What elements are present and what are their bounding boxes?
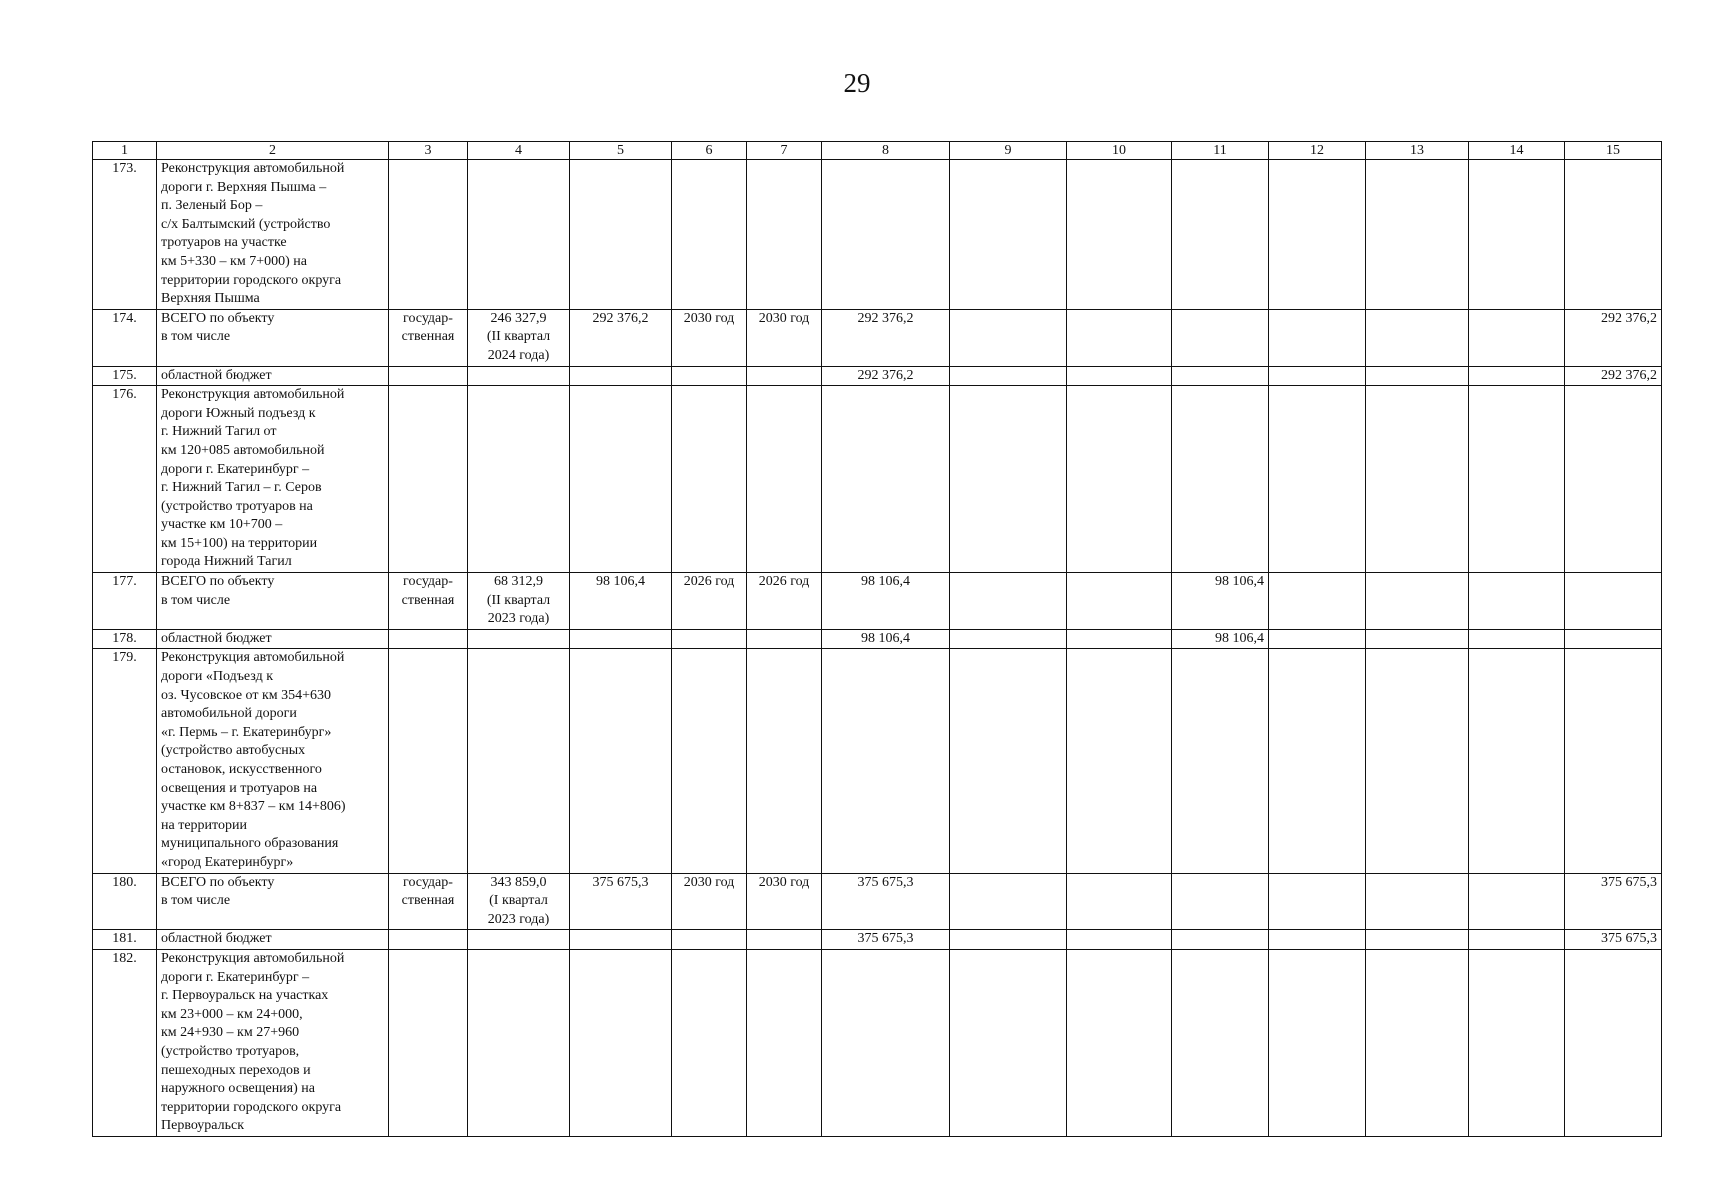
header-row [93, 142, 1662, 160]
total-financing-cell [822, 649, 950, 873]
cell-line: ВСЕГО по объекту [161, 874, 275, 890]
cell-line: 68 312,9 [494, 574, 543, 590]
cell-line: города Нижний Тагил [161, 554, 292, 570]
ownership-cell [389, 649, 468, 873]
col-13-cell [1366, 573, 1469, 630]
end-year-cell: 2026 год [747, 573, 822, 630]
col-10-cell [1067, 949, 1172, 1136]
col-9-cell [950, 649, 1067, 873]
column-header-5: 5 [570, 142, 672, 160]
start-year-cell [672, 649, 747, 873]
table-row [93, 386, 1662, 573]
column-header-13: 13 [1366, 142, 1469, 160]
col-14-cell [1469, 949, 1565, 1136]
estimated-cost-cell [468, 366, 570, 386]
col-15-cell [1565, 160, 1662, 310]
cell-line: г. Нижний Тагил – г. Серов [161, 480, 322, 496]
col-10-cell [1067, 573, 1172, 630]
cell-line: км 23+000 – км 24+000, [161, 1006, 303, 1022]
cell-line: г. Нижний Тагил от [161, 424, 277, 440]
cell-line: Верхняя Пышма [161, 291, 260, 307]
col-13-cell [1366, 873, 1469, 930]
column-header-7: 7 [747, 142, 822, 160]
row-number: 178. [93, 629, 157, 649]
col-9-cell [950, 366, 1067, 386]
cell-line: пешеходных переходов и [161, 1062, 311, 1078]
object-name [157, 930, 389, 950]
total-cost-cell [570, 629, 672, 649]
cell-line: ВСЕГО по объекту [161, 574, 275, 590]
col-10-cell [1067, 930, 1172, 950]
col-9-cell [950, 160, 1067, 310]
col-13-cell [1366, 160, 1469, 310]
end-year-cell [747, 629, 822, 649]
page-number: 29 [843, 68, 871, 98]
end-year-cell [747, 366, 822, 386]
cell-line: «город Екатеринбург» [161, 854, 294, 870]
ownership-cell [389, 309, 468, 366]
col-10-cell [1067, 309, 1172, 366]
total-financing-cell: 375 675,3 [822, 873, 950, 930]
col-12-cell [1269, 873, 1366, 930]
cell-line: областной бюджет [161, 931, 272, 947]
total-cost-cell [570, 649, 672, 873]
col-10-cell [1067, 160, 1172, 310]
col-15-cell [1565, 649, 1662, 873]
column-header-9: 9 [950, 142, 1067, 160]
estimated-cost-cell [468, 160, 570, 310]
col-11-cell [1172, 160, 1269, 310]
object-name [157, 949, 389, 1136]
object-name [157, 366, 389, 386]
total-cost-cell: 292 376,2 [570, 309, 672, 366]
cell-line: км 24+930 – км 27+960 [161, 1025, 300, 1041]
start-year-cell: 2030 год [672, 309, 747, 366]
ownership-cell [389, 873, 468, 930]
start-year-cell: 2030 год [672, 873, 747, 930]
column-header-4: 4 [468, 142, 570, 160]
col-9-cell [950, 573, 1067, 630]
col-9-cell [950, 873, 1067, 930]
column-header-2: 2 [157, 142, 389, 160]
col-10-cell [1067, 649, 1172, 873]
end-year-cell: 2030 год [747, 309, 822, 366]
cell-line: областной бюджет [161, 367, 272, 383]
estimated-cost-cell [468, 930, 570, 950]
total-financing-cell [822, 160, 950, 310]
col-14-cell [1469, 629, 1565, 649]
cell-line: (устройство тротуаров на [161, 498, 313, 514]
table-row [93, 629, 1662, 649]
cell-line: областной бюджет [161, 630, 272, 646]
col-15-cell: 292 376,2 [1565, 309, 1662, 366]
end-year-cell [747, 949, 822, 1136]
estimated-cost-cell [468, 386, 570, 573]
cell-line: автомобильной дороги [161, 706, 297, 722]
ownership-cell [389, 930, 468, 950]
col-9-cell [950, 309, 1067, 366]
budget-table [92, 141, 1662, 1137]
col-14-cell [1469, 930, 1565, 950]
cell-line: км 120+085 автомобильной [161, 442, 325, 458]
col-9-cell [950, 629, 1067, 649]
cell-line: территории городского округа [161, 272, 342, 288]
table-row [93, 873, 1662, 930]
object-name [157, 309, 389, 366]
cell-line: ВСЕГО по объекту [161, 310, 275, 326]
column-header-1: 1 [93, 142, 157, 160]
cell-line: (II квартал [486, 592, 551, 608]
row-number: 181. [93, 930, 157, 950]
cell-line: дороги г. Екатеринбург – [161, 969, 310, 985]
col-12-cell [1269, 386, 1366, 573]
cell-line: оз. Чусовское от км 354+630 [161, 687, 332, 703]
total-financing-cell: 98 106,4 [822, 573, 950, 630]
column-header-12: 12 [1269, 142, 1366, 160]
cell-line: 2023 года) [487, 911, 550, 927]
col-15-cell: 375 675,3 [1565, 930, 1662, 950]
object-name [157, 160, 389, 310]
column-header-11: 11 [1172, 142, 1269, 160]
object-name [157, 386, 389, 573]
total-financing-cell: 292 376,2 [822, 309, 950, 366]
start-year-cell [672, 160, 747, 310]
col-13-cell [1366, 386, 1469, 573]
ownership-cell [389, 386, 468, 573]
ownership-cell [389, 160, 468, 310]
cell-line: км 5+330 – км 7+000) на [161, 253, 307, 269]
ownership-cell [389, 573, 468, 630]
row-number: 180. [93, 873, 157, 930]
col-11-cell [1172, 949, 1269, 1136]
cell-line: (устройство автобусных [161, 743, 306, 759]
total-financing-cell [822, 949, 950, 1136]
start-year-cell [672, 386, 747, 573]
col-15-cell [1565, 386, 1662, 573]
column-header-15: 15 [1565, 142, 1662, 160]
col-14-cell [1469, 366, 1565, 386]
cell-line: (II квартал [486, 329, 551, 345]
total-cost-cell: 375 675,3 [570, 873, 672, 930]
column-header-3: 3 [389, 142, 468, 160]
object-name [157, 873, 389, 930]
estimated-cost-cell [468, 873, 570, 930]
row-number: 173. [93, 160, 157, 310]
col-12-cell [1269, 366, 1366, 386]
cell-line: остановок, искусственного [161, 762, 322, 777]
table-row [93, 949, 1662, 1136]
col-13-cell [1366, 309, 1469, 366]
column-header-8: 8 [822, 142, 950, 160]
cell-line: (устройство тротуаров, [161, 1043, 300, 1059]
cell-line: Первоуральск [161, 1118, 245, 1134]
cell-line: (I квартал [489, 893, 548, 909]
cell-line: освещения и тротуаров на [161, 780, 318, 796]
col-12-cell [1269, 160, 1366, 310]
start-year-cell [672, 629, 747, 649]
col-10-cell [1067, 629, 1172, 649]
object-name [157, 629, 389, 649]
total-cost-cell [570, 386, 672, 573]
row-number: 177. [93, 573, 157, 630]
object-name [157, 573, 389, 630]
col-12-cell [1269, 949, 1366, 1136]
col-11-cell [1172, 309, 1269, 366]
col-13-cell [1366, 949, 1469, 1136]
total-cost-cell [570, 366, 672, 386]
end-year-cell [747, 160, 822, 310]
col-15-cell: 375 675,3 [1565, 873, 1662, 930]
end-year-cell [747, 649, 822, 873]
total-cost-cell: 98 106,4 [570, 573, 672, 630]
total-financing-cell: 292 376,2 [822, 366, 950, 386]
cell-line: ственная [401, 329, 455, 345]
start-year-cell [672, 930, 747, 950]
row-number: 174. [93, 309, 157, 366]
cell-line: ственная [401, 893, 455, 909]
cell-line: дороги «Подъезд к [161, 669, 274, 685]
col-12-cell [1269, 309, 1366, 366]
cell-line: п. Зеленый Бор – [161, 198, 263, 214]
cell-line: Реконструкция автомобильной [161, 161, 345, 176]
col-9-cell [950, 949, 1067, 1136]
cell-line: государ- [403, 874, 453, 890]
object-name [157, 649, 389, 873]
col-15-cell [1565, 573, 1662, 630]
estimated-cost-cell [468, 629, 570, 649]
column-header-10: 10 [1067, 142, 1172, 160]
col-9-cell [950, 386, 1067, 573]
cell-line: муниципального образования [161, 836, 339, 852]
cell-line: тротуаров на участке [161, 235, 287, 251]
cell-line: территории городского округа [161, 1099, 342, 1115]
col-13-cell [1366, 629, 1469, 649]
cell-line: ственная [401, 592, 455, 608]
end-year-cell [747, 386, 822, 573]
cell-line: государ- [403, 310, 453, 326]
ownership-cell [389, 629, 468, 649]
cell-line: 2023 года) [487, 611, 550, 627]
col-10-cell [1067, 873, 1172, 930]
col-13-cell [1366, 649, 1469, 873]
col-13-cell [1366, 366, 1469, 386]
estimated-cost-cell [468, 949, 570, 1136]
cell-line: государ- [403, 574, 453, 590]
total-cost-cell [570, 949, 672, 1136]
cell-line: «г. Пермь – г. Екатеринбург» [161, 724, 332, 740]
cell-line: 2024 года) [487, 347, 550, 363]
col-15-cell [1565, 949, 1662, 1136]
col-11-cell [1172, 930, 1269, 950]
cell-line: в том числе [161, 329, 231, 345]
column-header-6: 6 [672, 142, 747, 160]
total-cost-cell [570, 930, 672, 950]
table-row [93, 573, 1662, 630]
end-year-cell: 2030 год [747, 873, 822, 930]
cell-line: Реконструкция автомобильной [161, 950, 345, 966]
table-row [93, 309, 1662, 366]
col-12-cell [1269, 573, 1366, 630]
table-row [93, 930, 1662, 950]
estimated-cost-cell [468, 573, 570, 630]
start-year-cell: 2026 год [672, 573, 747, 630]
table-row [93, 160, 1662, 310]
col-11-cell [1172, 366, 1269, 386]
col-14-cell [1469, 649, 1565, 873]
row-number: 176. [93, 386, 157, 573]
row-number: 182. [93, 949, 157, 1136]
col-12-cell [1269, 930, 1366, 950]
column-header-14: 14 [1469, 142, 1565, 160]
cell-line: дороги г. Верхняя Пышма – [161, 179, 327, 195]
col-11-cell [1172, 873, 1269, 930]
total-financing-cell: 375 675,3 [822, 930, 950, 950]
ownership-cell [389, 366, 468, 386]
col-12-cell [1269, 629, 1366, 649]
col-14-cell [1469, 386, 1565, 573]
cell-line: км 15+100) на территории [161, 535, 318, 551]
table-body [93, 160, 1662, 1137]
cell-line: 343 859,0 [490, 874, 547, 890]
cell-line: в том числе [161, 592, 231, 608]
col-13-cell [1366, 930, 1469, 950]
col-12-cell [1269, 649, 1366, 873]
table-row [93, 649, 1662, 873]
ownership-cell [389, 949, 468, 1136]
col-9-cell [950, 930, 1067, 950]
col-14-cell [1469, 873, 1565, 930]
total-financing-cell: 98 106,4 [822, 629, 950, 649]
col-11-cell: 98 106,4 [1172, 573, 1269, 630]
col-14-cell [1469, 160, 1565, 310]
end-year-cell [747, 930, 822, 950]
cell-line: Реконструкция автомобильной [161, 387, 345, 403]
col-10-cell [1067, 366, 1172, 386]
cell-line: Реконструкция автомобильной [161, 650, 345, 666]
cell-line: участке км 10+700 – [161, 517, 283, 533]
cell-line: 246 327,9 [490, 310, 547, 326]
start-year-cell [672, 949, 747, 1136]
col-15-cell: 292 376,2 [1565, 366, 1662, 386]
row-number: 179. [93, 649, 157, 873]
cell-line: наружного освещения) на [161, 1081, 315, 1097]
col-14-cell [1469, 573, 1565, 630]
cell-line: на территории [161, 817, 247, 833]
col-11-cell [1172, 386, 1269, 573]
col-14-cell [1469, 309, 1565, 366]
cell-line: участке км 8+837 – км 14+806) [161, 799, 346, 815]
start-year-cell [672, 366, 747, 386]
cell-line: дороги г. Екатеринбург – [161, 461, 310, 477]
col-10-cell [1067, 386, 1172, 573]
cell-line: дороги Южный подъезд к [161, 405, 316, 421]
total-cost-cell [570, 160, 672, 310]
cell-line: с/х Балтымский (устройство [161, 216, 331, 232]
col-11-cell [1172, 649, 1269, 873]
total-financing-cell [822, 386, 950, 573]
col-15-cell [1565, 629, 1662, 649]
estimated-cost-cell [468, 309, 570, 366]
row-number: 175. [93, 366, 157, 386]
table-row [93, 366, 1662, 386]
col-11-cell: 98 106,4 [1172, 629, 1269, 649]
cell-line: г. Первоуральск на участках [161, 988, 329, 1004]
estimated-cost-cell [468, 649, 570, 873]
cell-line: в том числе [161, 893, 231, 909]
